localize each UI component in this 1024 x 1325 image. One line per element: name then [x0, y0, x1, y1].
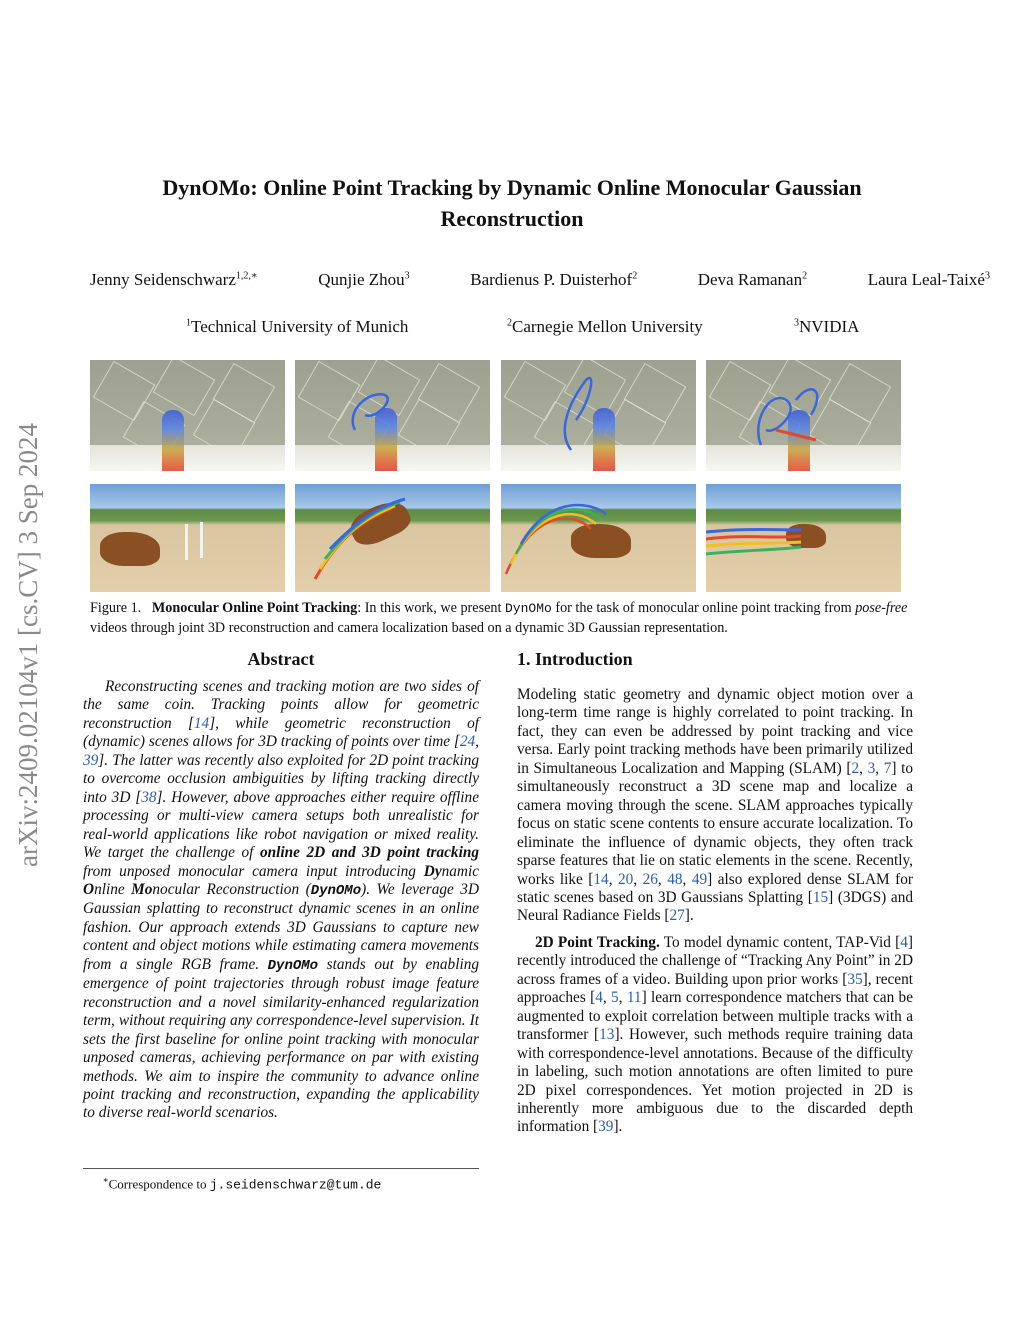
- figure-panel-person-1: [90, 360, 285, 471]
- abstract-text: Reconstructing scenes and tracking motion are two sides of the same coin. Tracking points allow for geometric reconstruction [14], while geometric reconstruction of (dynamic) scenes allows for 3D tracking of points over time [24, 39]. The latter was recently also exploited for 2D point tracking to overcome occlusion ambiguities by lifting tracking directly into 3D [38]. However, above approaches either require offline processing or multi-view camera setups both unrealistic for real-world applications like robot navigation or mixed reality. We target the challenge of online 2D and 3D point tracking from unposed monocular camera input introducing Dynamic Online Monocular Reconstruction (DynOMo). We leverage 3D Gaussian splatting to reconstruct dynamic scenes in an online fashion. Our approach extends 3D Gaussians to capture new content and object motions while estimating camera movements from a single RGB frame. DynOMo stands out by enabling emergence of point trajectories through robust image feature reconstruction and a novel similarity-enhanced regularization term, without requiring any correspondence-level supervision. It sets the first baseline for online point tracking with monocular unposed cameras, achieving performance on par with existing methods. We aim to inspire the community to advance online point tracking and reconstruction, expanding the applicability to diverse real-world scenarios.: [83, 678, 479, 1122]
- author: Qunjie Zhou$^3$: [318, 270, 410, 289]
- figure-panel-horse-1: [90, 484, 285, 592]
- paper-title: [60, 172, 964, 234]
- affiliation: $^2$Carnegie Mellon University: [507, 317, 703, 336]
- arxiv-identifier: arXiv:2409.02104v1 [cs.CV] 3 Sep 2024: [13, 423, 43, 867]
- correspondence-footnote: ∗Correspondence to j.seidenschwarz@tum.de: [83, 1168, 479, 1192]
- abstract-section: [83, 648, 479, 1123]
- figure-panel-person-4: [706, 360, 901, 471]
- author: Bardienus P. Duisterhof$^2$: [470, 270, 638, 289]
- figure-panel-horse-2: [295, 484, 490, 592]
- abstract-heading: Abstract: [247, 649, 315, 669]
- intro-paragraph: 2D Point Tracking. To model dynamic content, TAP-Vid [4] recently introduced the challenge of “Tracking Any Point” in 2D across frames of a video. Building upon prior works [35], recent approaches [4, 5, 11] learn correspondence matchers that can be augmented to exploit correlation between multiple tracks with a transformer [13]. However, such methods require training data with correspondence-level annotations. Because of the difficulty in labeling, such motion annotations are often limited to pure 2D pixel correspondences. Yet motion projected in 2D is inherently more ambiguous due to the discarded depth information [39].: [517, 933, 913, 1136]
- affiliation: $^1$Technical University of Munich: [186, 317, 409, 336]
- author: Jenny Seidenschwarz$^{1,2,∗}$: [90, 270, 258, 289]
- introduction-section: [517, 648, 913, 1137]
- correspondence-email: j.seidenschwarz@tum.de: [209, 1177, 382, 1193]
- figure-panel-person-3: [501, 360, 696, 471]
- introduction-heading: 1. Introduction: [517, 649, 633, 669]
- affiliation: $^3$NVIDIA: [794, 317, 860, 336]
- title-line-1: DynOMo: Online Point Tracking by Dynamic Online Monocular Gaussian: [162, 175, 862, 200]
- teaser-figure: [90, 360, 902, 592]
- figure-panel-person-2: [295, 360, 490, 471]
- figure-panel-horse-4: [706, 484, 901, 592]
- author: Laura Leal-Taixé$^3$: [867, 270, 990, 289]
- intro-paragraph: Modeling static geometry and dynamic object motion over a long-term time range is highly correlated to point tracking. In fact, they can even be addressed by point tracking and vice versa. Early point tracking methods have been primarily utilized in Simultaneous Localization and Mapping (SLAM) [2, 3, 7] to simultaneously reconstruct a 3D scene map and localize a camera moving through the scene. SLAM approaches typically focus on static scene contents to ensure accurate localization. To eliminate the influence of dynamic objects, they often track sparse features that lie on static elements in the scene. Recently, works like [14, 20, 26, 48, 49] also explored dense SLAM for static scenes based on 3D Gaussians Splatting [15] (3DGS) and Neural Radiance Fields [27].: [517, 686, 913, 925]
- figure-panel-horse-3: [501, 484, 696, 592]
- figure-caption: Figure 1. Monocular Online Point Tracking: In this work, we present DynOMo for the task of monocular online point tracking from pose-free videos through joint 3D reconstruction and camera localization based on a dynamic 3D Gaussian representation.: [90, 600, 908, 636]
- author: Deva Ramanan$^2$: [697, 270, 808, 289]
- title-line-2: Reconstruction: [440, 206, 584, 231]
- author-list: [60, 270, 990, 290]
